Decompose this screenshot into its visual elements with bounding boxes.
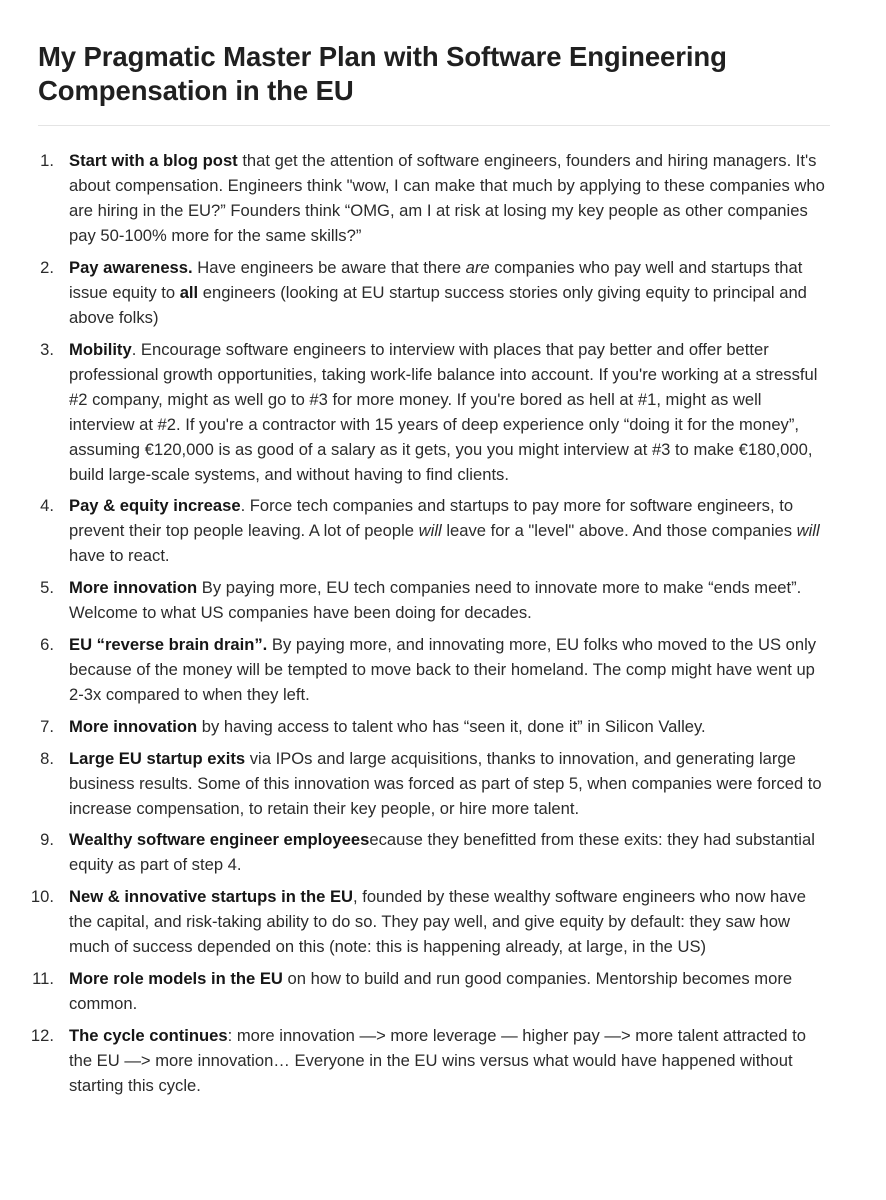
list-item-heading: EU “reverse brain drain”. xyxy=(69,634,268,654)
list-item-number: 6. xyxy=(40,634,54,654)
list-item-text: leave for a "level" above. And those companies xyxy=(441,521,797,541)
page-title: My Pragmatic Master Plan with Software Engineering Compensation in the EU xyxy=(38,41,727,106)
list-item xyxy=(30,1023,830,1098)
list-item-text: ecause they benefitted from these exits: they had substantial equity as part of step 4. xyxy=(69,830,815,875)
list-item xyxy=(38,714,830,739)
list-item-text: on how to build and run good companies. Mentorship becomes more common. xyxy=(69,968,793,1013)
list-item-text: by having access to talent who has “seen it, done it” in Silicon Valley. xyxy=(197,716,706,736)
list-item-number: 4. xyxy=(40,496,54,516)
list-item-text: via IPOs and large acquisitions, thanks to innovation, and generating large business results. Some of this innovation was forced as part of step 5, when companies were forced to increase compensation, to retain their key people, or hire more talent. xyxy=(69,748,822,818)
list-item-heading: all xyxy=(179,282,199,302)
list-item-heading: Wealthy software engineer employees xyxy=(69,830,370,850)
list-item-heading: New & innovative startups in the EU xyxy=(69,887,353,907)
list-item-text: that get the attention of software engineers, founders and hiring managers. It's about compensation. Engineers think "wow, I can make that much by applying to these companies who are hiring in the EU?” Founders think “OMG, am I at risk at losing my key people as other companies pay 50-100% more for the same skills?” xyxy=(69,151,825,245)
title-divider xyxy=(38,125,830,126)
list-item xyxy=(38,827,830,877)
list-item-number: 11. xyxy=(32,968,54,988)
list-item-text: , founded by these wealthy software engineers who now have the capital, and risk-taking ability to do so. They pay well, and give equity by default: they saw how much of success depended on this (note: this is happening already, at large, in the US) xyxy=(69,887,806,957)
list-item-heading: More innovation xyxy=(69,716,198,736)
list-item-heading: Large EU startup exits xyxy=(69,748,246,768)
list-item-number: 7. xyxy=(40,716,54,736)
list-item-heading: Pay awareness. xyxy=(69,257,193,277)
list-item-text: companies who pay well and startups that issue equity to xyxy=(69,257,803,302)
list-item xyxy=(38,632,830,707)
list-item-heading: Mobility xyxy=(69,339,132,359)
list-item-text: By paying more, EU tech companies need to innovate more to make “ends meet”. Welcome to what US companies have been doing for decades. xyxy=(69,578,802,623)
list-item-heading: The cycle continues xyxy=(69,1025,228,1045)
list-item xyxy=(38,493,830,568)
list-item-text: have to react. xyxy=(69,546,170,566)
list-item-heading: More innovation xyxy=(69,578,198,598)
plan-list xyxy=(30,148,830,1098)
list-item-text: . Encourage software engineers to interview with places that pay better and offer better professional growth opportunities, taking work-life balance into account. If you're working at a stressful #2 company, might as well go to #3 for more money. If you're bored as hell at #1, might as well interview at #2. If you're a contractor with 15 years of deep experience only “doing it for the money”, assuming €120,000 is as good of a salary as it gets, you you might interview at #3 to make €180,000, build large-scale systems, and without having to find clients. xyxy=(69,339,818,484)
list-item-text: Have engineers be aware that there xyxy=(192,257,466,277)
list-item-number: 1. xyxy=(40,151,54,170)
list-item xyxy=(38,148,830,248)
list-item-text: . Force tech companies and startups to pay more for software engineers, to prevent their top people leaving. A lot of people xyxy=(69,496,794,541)
list-item-number: 9. xyxy=(40,830,54,850)
list-item-emphasis: will xyxy=(796,521,820,541)
list-item-text: engineers (looking at EU startup success stories only giving equity to principal and above folks) xyxy=(69,282,807,327)
list-item xyxy=(38,746,830,821)
list-item-emphasis: will xyxy=(418,521,442,541)
list-item-heading: Start with a blog post xyxy=(69,151,238,170)
list-item xyxy=(32,966,830,1016)
list-item-heading: More role models in the EU xyxy=(69,968,283,988)
list-item-number: 5. xyxy=(40,578,54,598)
list-item xyxy=(38,255,830,330)
list-item-emphasis: are xyxy=(465,257,490,277)
list-item-text: By paying more, and innovating more, EU folks who moved to the US only because of the money will be tempted to move back to their homeland. The comp might have went up 2-3x compared to when they left. xyxy=(69,634,817,704)
list-item-number: 10. xyxy=(30,887,54,907)
list-item-number: 12. xyxy=(30,1025,54,1045)
list-item-number: 2. xyxy=(40,257,54,277)
list-item xyxy=(38,337,830,487)
list-item-heading: Pay & equity increase xyxy=(69,496,241,516)
list-item-text: : more innovation —> more leverage — higher pay —> more talent attracted to the EU —> more innovation… Everyone in the EU wins versus what would have happened without starting this cycle. xyxy=(69,1025,806,1095)
list-item xyxy=(38,575,830,625)
list-item-number: 8. xyxy=(40,748,54,768)
list-item xyxy=(30,884,830,959)
list-item-number: 3. xyxy=(40,339,54,359)
